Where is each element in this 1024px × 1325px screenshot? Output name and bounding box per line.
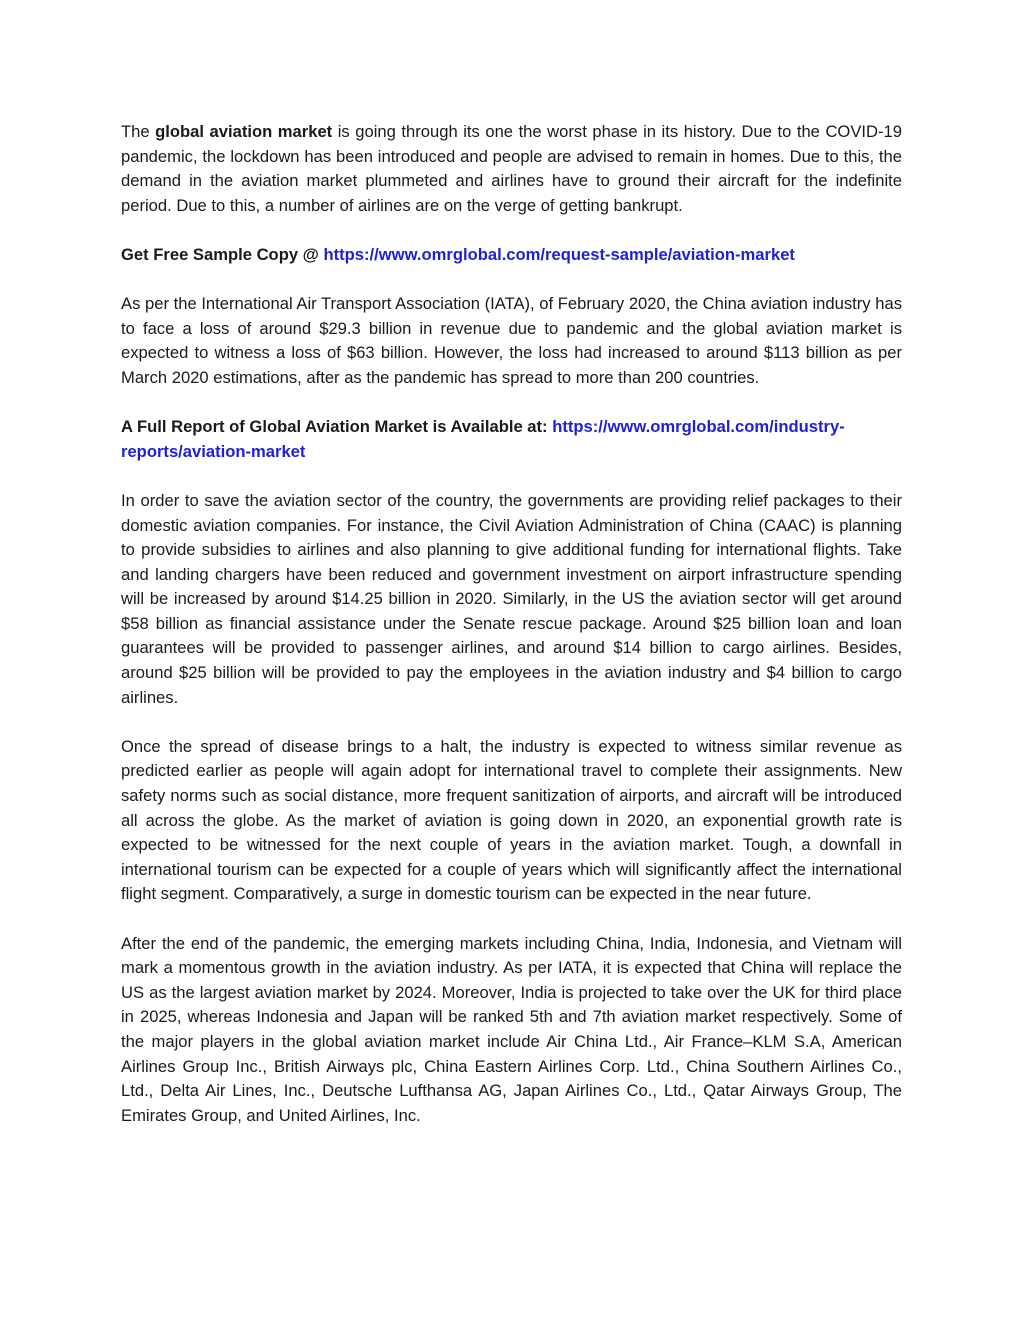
intro-prefix: The (121, 122, 156, 141)
recovery-paragraph: Once the spread of disease brings to a halt, the industry is expected to witness similar revenue as predicted earlier as people will again adopt for international travel to complete their assignments. New safety norms such as social distance, more frequent sanitization of airports, and aircraft will be introduced all across the globe. As the market of aviation is going down in 2020, an exponential growth rate is expected to be witnessed for the next couple of years in the aviation market. Tough, a downfall in international tourism can be expected for a couple of years which will significantly affect the international flight segment. Comparatively, a surge in domestic tourism can be expected in the near future. (121, 736, 902, 904)
sample-copy-line (121, 243, 902, 268)
intro-bold-term: global aviation market (155, 122, 333, 141)
full-report-label: A Full Report of Global Aviation Market is Available at: (121, 417, 553, 437)
iata-paragraph: As per the International Air Transport Association (IATA), of February 2020, the China aviation industry has to face a loss of around $29.3 billion in revenue due to pandemic and the global aviation market is expected to witness a loss of $63 billion. However, the loss had increased to around $113 billion as per March 2020 estimations, after as the pandemic has spread to more than 200 countries. (121, 294, 902, 387)
sample-copy-link[interactable]: https://www.omrglobal.com/request-sample/aviation-market (323, 244, 795, 264)
sample-copy-label: Get Free Sample Copy @ (121, 244, 324, 264)
emerging-markets-paragraph: After the end of the pandemic, the emerging markets including China, India, Indonesia, and Vietnam will mark a momentous growth in the aviation industry. As per IATA, it is expected that China will replace the US as the largest aviation market by 2024. Moreover, India is projected to take over the UK for third place in 2025, whereas Indonesia and Japan will be ranked 5th and 7th aviation market respectively. Some of the major players in the global aviation market include Air China Ltd., Air France–KLM S.A, American Airlines Group Inc., British Airways plc, China Eastern Airlines Corp. Ltd., China Southern Airlines Co., Ltd., Delta Air Lines, Inc., Deutsche Lufthansa AG, Japan Airlines Co., Ltd., Qatar Airways Group, The Emirates Group, and United Airlines, Inc. (121, 933, 902, 1125)
intro-rest: is going through its one the worst phase in its history. Due to the COVID-19 pandemic, the lockdown has been introduced and people are advised to remain in homes. Due to this, the demand in the aviation market plummeted and airlines have to ground their aircraft for the indefinite period. Due to this, a number of airlines are on the verge of getting bankrupt. (121, 122, 902, 215)
relief-packages-paragraph: In order to save the aviation sector of the country, the governments are providing relief packages to their domestic aviation companies. For instance, the Civil Aviation Administration of China (CAAC) is planning to provide subsidies to airlines and also planning to give additional funding for international flights. Take and landing chargers have been reduced and government investment on airport infrastructure spending will be increased by around $14.25 billion in 2020. Similarly, in the US the aviation sector will get around $58 billion as financial assistance under the Senate rescue package. Around $25 billion loan and loan guarantees will be provided to passenger airlines, and around $14 billion to cargo airlines. Besides, around $25 billion will be provided to pay the employees in the aviation industry and $4 billion to cargo airlines. (121, 490, 902, 707)
intro-paragraph (121, 120, 902, 218)
full-report-line (121, 415, 902, 464)
full-report-link[interactable]: https://www.omrglobal.com/industry-reports/aviation-market (121, 417, 845, 461)
document-page (121, 120, 902, 1153)
